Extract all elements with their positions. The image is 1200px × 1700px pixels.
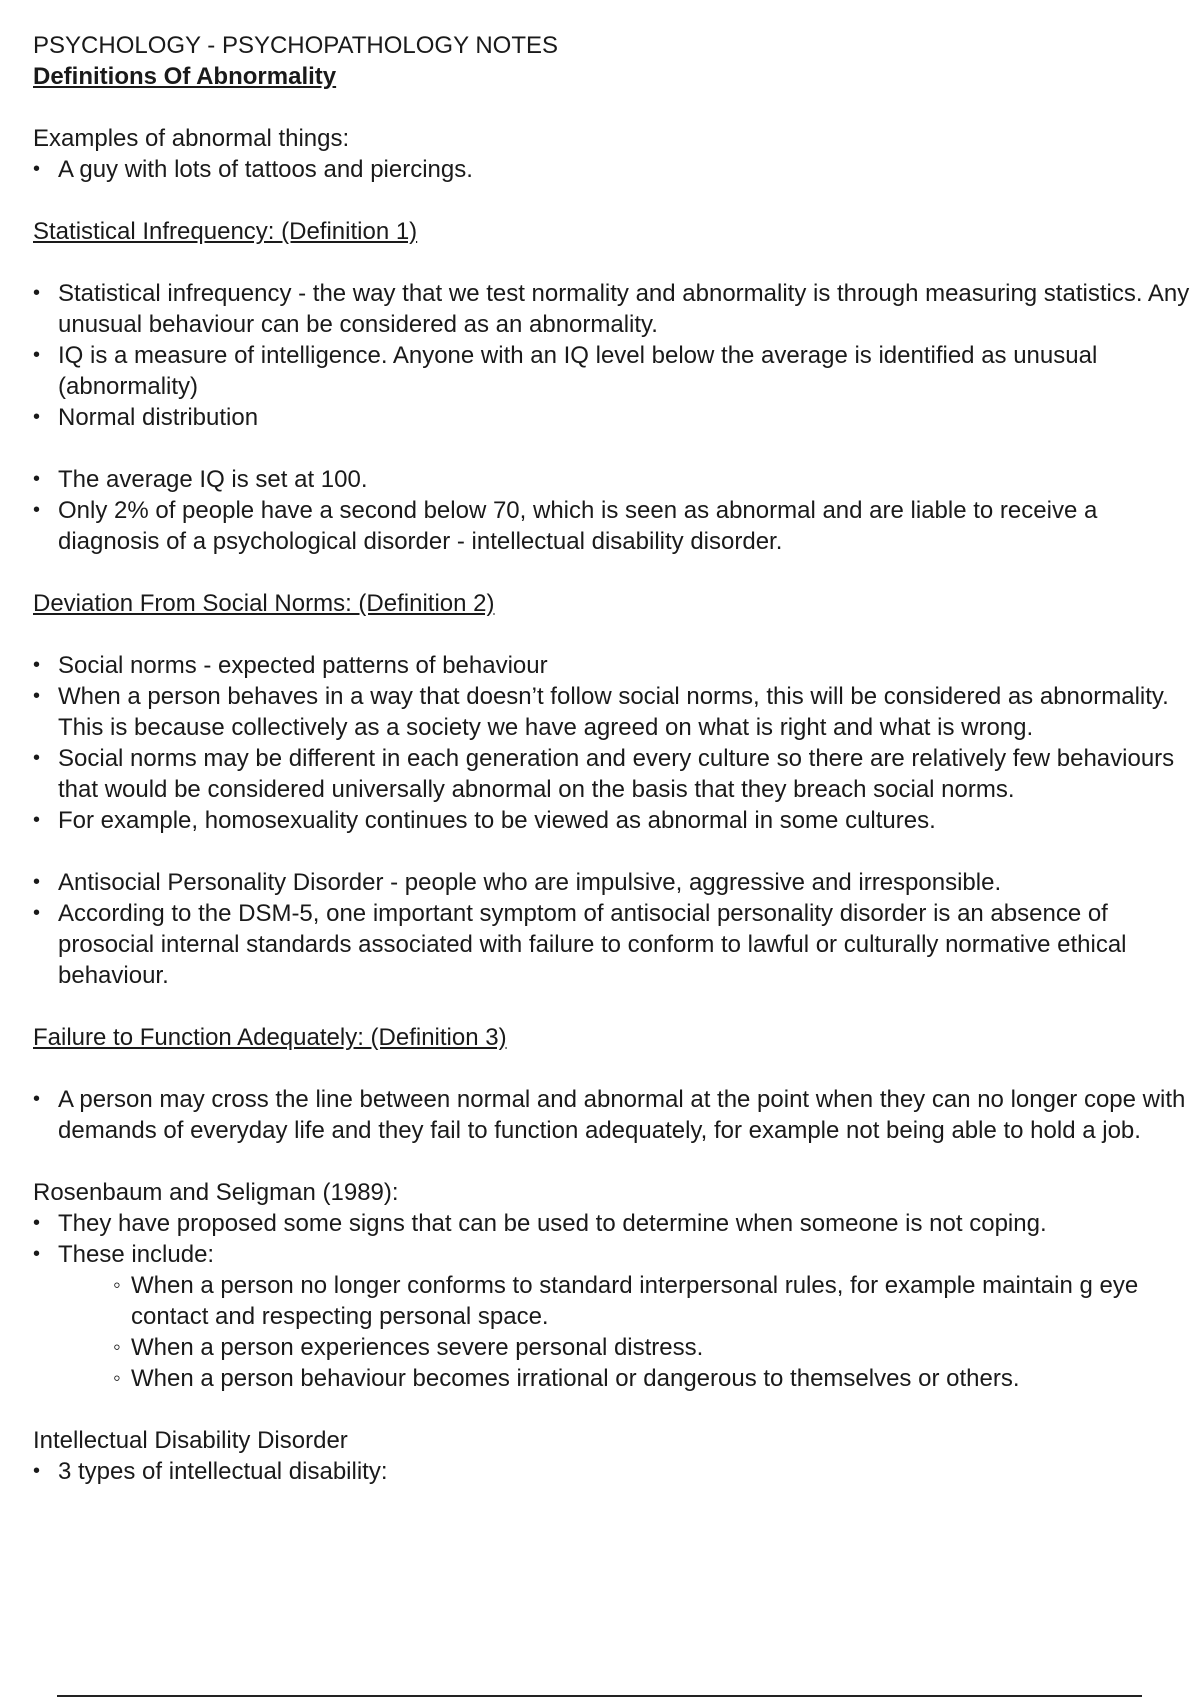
- sub-list-item: ◦ When a person behaviour becomes irrational or dangerous to themselves or others.: [113, 1363, 1193, 1394]
- list-item: • Social norms - expected patterns of behaviour: [33, 650, 1193, 681]
- list-item: • According to the DSM-5, one important symptom of antisocial personality disorder is an absence of prosocial internal standards associated with failure to conform to lawful or culturally normative ethical behaviour.: [33, 898, 1193, 991]
- spacer: [33, 991, 1193, 1022]
- definition-3-heading: Failure to Function Adequately: (Definition 3): [33, 1024, 507, 1051]
- spacer: [33, 1146, 1193, 1177]
- spacer: [33, 619, 1193, 650]
- rosenbaum-list: [33, 1208, 1193, 1394]
- definition-1-list-2: [33, 464, 1193, 557]
- list-item: • Only 2% of people have a second below 70, which is seen as abnormal and are liable to receive a diagnosis of a psychological disorder - intellectual disability disorder.: [33, 495, 1193, 557]
- spacer: [33, 836, 1193, 867]
- spacer: [33, 185, 1193, 216]
- list-item: • Normal distribution: [33, 402, 1193, 433]
- document-page: [33, 30, 1193, 1487]
- definition-2-list: [33, 650, 1193, 836]
- spacer: [33, 247, 1193, 278]
- idd-heading: Intellectual Disability Disorder: [33, 1427, 348, 1454]
- sub-list-item: ◦ When a person no longer conforms to standard interpersonal rules, for example maintain g eye contact and respecting personal space.: [113, 1270, 1193, 1332]
- examples-intro: Examples of abnormal things:: [33, 125, 350, 152]
- definition-1-list: [33, 278, 1193, 433]
- definition-1-heading: Statistical Infrequency: (Definition 1): [33, 218, 418, 245]
- definition-2-heading: Deviation From Social Norms: (Definition 2): [33, 590, 495, 617]
- definition-2-list-2: [33, 867, 1193, 991]
- spacer: [33, 433, 1193, 464]
- list-item: • 3 types of intellectual disability:: [33, 1456, 1193, 1487]
- examples-list: [33, 154, 1193, 185]
- footer-divider: [57, 1695, 1142, 1697]
- idd-list: [33, 1456, 1193, 1487]
- spacer: [33, 1053, 1193, 1084]
- definition-3-list: [33, 1084, 1193, 1146]
- list-item: • The average IQ is set at 100.: [33, 464, 1193, 495]
- spacer: [33, 92, 1193, 123]
- document-title: PSYCHOLOGY - PSYCHOPATHOLOGY NOTES: [33, 32, 559, 59]
- list-item: [33, 1239, 1193, 1394]
- rosenbaum-heading: Rosenbaum and Seligman (1989):: [33, 1179, 399, 1206]
- list-item: • When a person behaves in a way that doesn’t follow social norms, this will be considered as abnormality. This is because collectively as a society we have agreed on what is right and what is wrong.: [33, 681, 1193, 743]
- list-item-text: These include:: [58, 1241, 215, 1268]
- list-item: • Statistical infrequency - the way that we test normality and abnormality is through measuring statistics. Any unusual behaviour can be considered as an abnormality.: [33, 278, 1193, 340]
- list-item: • They have proposed some signs that can be used to determine when someone is not coping.: [33, 1208, 1193, 1239]
- spacer: [33, 1394, 1193, 1425]
- main-heading: Definitions Of Abnormality: [33, 63, 337, 90]
- spacer: [33, 557, 1193, 588]
- list-item: • Social norms may be different in each generation and every culture so there are relatively few behaviours that would be considered universally abnormal on the basis that they breach social norms.: [33, 743, 1193, 805]
- list-item: • Antisocial Personality Disorder - people who are impulsive, aggressive and irresponsible.: [33, 867, 1193, 898]
- list-item: • For example, homosexuality continues to be viewed as abnormal in some cultures.: [33, 805, 1193, 836]
- sub-list-item: ◦ When a person experiences severe personal distress.: [113, 1332, 1193, 1363]
- rosenbaum-sublist: [58, 1270, 1193, 1394]
- list-item: • A person may cross the line between normal and abnormal at the point when they can no longer cope with demands of everyday life and they fail to function adequately, for example not being able to hold a job.: [33, 1084, 1193, 1146]
- list-item: • IQ is a measure of intelligence. Anyone with an IQ level below the average is identified as unusual (abnormality): [33, 340, 1193, 402]
- list-item: • A guy with lots of tattoos and piercings.: [33, 154, 1193, 185]
